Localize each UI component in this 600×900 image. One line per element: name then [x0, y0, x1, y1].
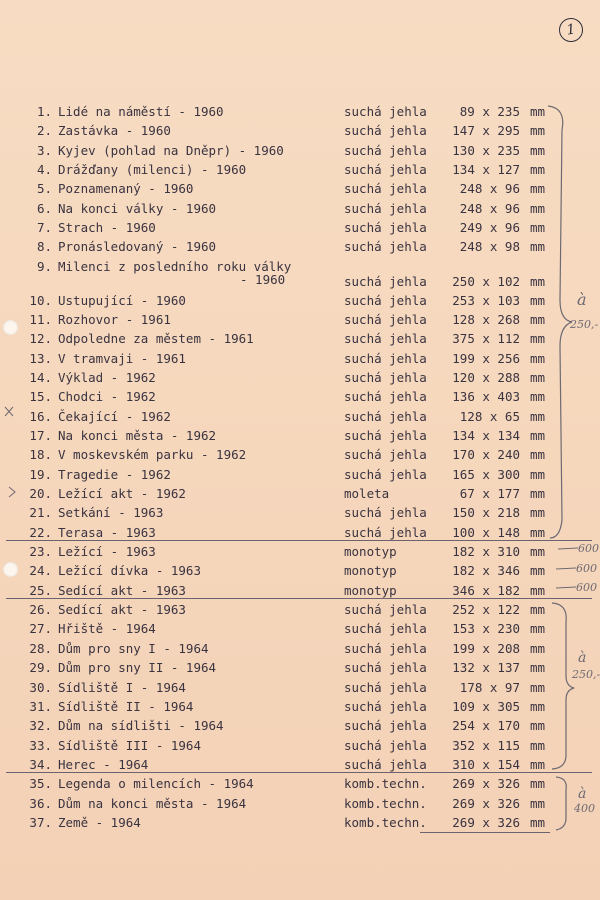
artwork-title: Odpoledne za městem - 1961	[58, 331, 254, 347]
tick-mark-20	[9, 487, 15, 497]
artwork-number: 20.	[29, 486, 52, 501]
artwork-title: Terasa - 1963	[58, 524, 156, 540]
artwork-technique: suchá jehla	[344, 756, 427, 772]
artwork-unit: mm	[530, 544, 546, 560]
artwork-unit: mm	[530, 369, 546, 385]
artwork-number: 3.	[36, 142, 52, 158]
artwork-unit: mm	[530, 776, 546, 792]
artwork-unit: mm	[530, 292, 546, 308]
artwork-technique: suchá jehla	[344, 408, 427, 424]
artwork-number: 13.	[29, 350, 52, 366]
artwork-unit: mm	[530, 814, 546, 830]
artwork-technique: komb.techn.	[344, 776, 427, 792]
artwork-title: V tramvaji - 1961	[58, 350, 186, 366]
artwork-number: 28.	[29, 640, 52, 656]
artwork-dimensions: 375 x 112	[452, 331, 520, 347]
artwork-title: Zastávka - 1960	[58, 123, 171, 139]
artwork-technique: suchá jehla	[344, 737, 427, 753]
artwork-title: Rozhovor - 1961	[58, 311, 171, 327]
artwork-number: 34.	[29, 756, 52, 772]
artwork-dimensions: 182 x 346	[452, 563, 520, 579]
artwork-dimensions: 269 x 326	[452, 776, 520, 792]
artwork-number: 23.	[29, 544, 52, 560]
artwork-technique: suchá jehla	[344, 466, 427, 482]
artwork-title: Dům pro sny II - 1964	[58, 660, 217, 676]
artwork-unit: mm	[530, 200, 546, 216]
artwork-unit: mm	[530, 795, 546, 811]
artwork-technique: suchá jehla	[344, 718, 427, 734]
artwork-unit: mm	[530, 505, 546, 521]
artwork-dimensions: 132 x 137	[452, 660, 520, 676]
artwork-unit: mm	[530, 239, 546, 255]
artwork-unit: mm	[530, 427, 546, 443]
artwork-dimensions: 253 x 103	[452, 292, 520, 308]
dash-mark-24	[556, 568, 576, 569]
artwork-technique: monotyp	[344, 544, 397, 560]
artwork-unit: mm	[530, 389, 546, 405]
bracket-group-1	[548, 106, 572, 538]
artwork-unit: mm	[530, 698, 546, 714]
artwork-unit: mm	[530, 756, 546, 772]
artwork-number: 37.	[29, 814, 52, 830]
artwork-unit: mm	[530, 621, 546, 637]
artwork-unit: mm	[530, 104, 546, 119]
artwork-technique: suchá jehla	[344, 660, 427, 676]
handwritten-price-23: 600	[578, 542, 599, 555]
artwork-dimensions: 178 x 97	[459, 679, 520, 695]
artwork-unit: mm	[530, 447, 546, 463]
artwork-technique: suchá jehla	[344, 350, 427, 366]
artwork-dimensions: 310 x 154	[452, 756, 520, 772]
handwritten-price-group-3: 250,-	[572, 668, 600, 681]
artwork-technique: suchá jehla	[344, 427, 427, 443]
artwork-dimensions: 249 x 96	[459, 220, 520, 236]
artwork-technique: suchá jehla	[344, 162, 427, 178]
artwork-unit: mm	[530, 408, 546, 424]
handwritten-mark-group-4: à	[578, 786, 587, 802]
handwritten-mark-group-1: à	[577, 290, 587, 309]
artwork-dimensions: 165 x 300	[452, 466, 520, 482]
artwork-number: 8.	[36, 239, 52, 255]
artwork-unit: mm	[530, 311, 546, 327]
artwork-technique: suchá jehla	[344, 698, 427, 714]
artwork-title: V moskevském parku - 1962	[58, 447, 247, 463]
artwork-unit: mm	[530, 123, 546, 139]
artwork-title: Strach - 1960	[58, 220, 156, 236]
artwork-title: Pronásledovaný - 1960	[58, 239, 217, 255]
artwork-dimensions: 248 x 96	[459, 200, 520, 216]
artwork-dimensions: 67 x 177	[459, 486, 520, 501]
tick-mark-16	[5, 407, 13, 416]
artwork-title: Ležící akt - 1962	[58, 486, 186, 501]
artwork-title: Čekající - 1962	[58, 408, 171, 424]
artwork-dimensions: 120 x 288	[452, 369, 520, 385]
artwork-number: 12.	[29, 331, 52, 347]
artwork-number: 21.	[29, 505, 52, 521]
bracket-group-3	[552, 603, 574, 769]
artwork-dimensions: 128 x 268	[452, 311, 520, 327]
artwork-title: Ležící dívka - 1963	[58, 563, 201, 579]
artwork-technique: suchá jehla	[344, 123, 427, 139]
artwork-unit: mm	[530, 331, 546, 347]
artwork-dimensions: 136 x 403	[452, 389, 520, 405]
artwork-unit: mm	[530, 582, 546, 598]
artwork-unit: mm	[530, 563, 546, 579]
artwork-technique: suchá jehla	[344, 524, 427, 540]
artwork-technique: suchá jehla	[344, 311, 427, 327]
artwork-title: Drážďany (milenci) - 1960	[58, 162, 247, 178]
dash-mark-25	[556, 587, 576, 588]
artwork-title: Sídliště II - 1964	[58, 698, 194, 714]
artwork-technique: moleta	[344, 486, 390, 501]
artwork-title: Milenci z posledního roku války	[58, 258, 292, 274]
artwork-title: Poznamenaný - 1960	[58, 181, 194, 197]
artwork-number: 4.	[36, 162, 52, 178]
artwork-title: Kyjev (pohlad na Dněpr) - 1960	[58, 142, 284, 158]
handwritten-price-24: 600	[576, 562, 597, 575]
artwork-dimensions: 269 x 326	[452, 814, 520, 830]
artwork-technique: monotyp	[344, 582, 397, 598]
artwork-technique: suchá jehla	[344, 369, 427, 385]
artwork-number: 35.	[29, 776, 52, 792]
artwork-technique: suchá jehla	[344, 602, 427, 618]
artwork-number: 36.	[29, 795, 52, 811]
artwork-dimensions: 252 x 122	[452, 602, 520, 618]
artwork-technique: suchá jehla	[344, 679, 427, 695]
artwork-title: Dům pro sny I - 1964	[58, 640, 209, 656]
artwork-dimensions: 352 x 115	[452, 737, 520, 753]
handwritten-price-group-4: 400	[574, 802, 595, 815]
artwork-unit: mm	[530, 162, 546, 178]
artwork-title-continued: - 1960	[240, 271, 286, 287]
artwork-number: 10.	[29, 292, 52, 308]
artwork-dimensions: 250 x 102	[452, 273, 520, 289]
artwork-dimensions: 248 x 98	[459, 239, 520, 255]
artwork-unit: mm	[530, 181, 546, 197]
artwork-unit: mm	[530, 718, 546, 734]
artwork-technique: suchá jehla	[344, 292, 427, 308]
artwork-number: 27.	[29, 621, 52, 637]
artwork-number: 1.	[36, 104, 52, 119]
artwork-dimensions: 269 x 326	[452, 795, 520, 811]
artwork-technique: monotyp	[344, 563, 397, 579]
artwork-number: 6.	[36, 200, 52, 216]
page-number-circled: 1	[557, 16, 584, 43]
artwork-technique: suchá jehla	[344, 220, 427, 236]
artwork-technique: suchá jehla	[344, 200, 427, 216]
artwork-technique: suchá jehla	[344, 640, 427, 656]
artwork-unit: mm	[530, 142, 546, 158]
artwork-unit: mm	[530, 273, 546, 289]
handwritten-price-group-1: 250,-	[570, 318, 599, 331]
artwork-technique: suchá jehla	[344, 142, 427, 158]
artwork-number: 22.	[29, 524, 52, 540]
artwork-dimensions: 199 x 256	[452, 350, 520, 366]
artwork-dimensions: 89 x 235	[459, 104, 520, 119]
artwork-technique: komb.techn.	[344, 814, 427, 830]
artwork-dimensions: 128 x 65	[459, 408, 520, 424]
artwork-title: Setkání - 1963	[58, 505, 164, 521]
artwork-number: 24.	[29, 563, 52, 579]
artwork-title: Ustupující - 1960	[58, 292, 186, 308]
artwork-number: 25.	[29, 582, 52, 598]
artwork-title: Ležící - 1963	[58, 544, 156, 560]
artwork-number: 16.	[29, 408, 52, 424]
artwork-title: Herec - 1964	[58, 756, 149, 772]
artwork-number: 14.	[29, 369, 52, 385]
artwork-number: 31.	[29, 698, 52, 714]
artwork-dimensions: 346 x 182	[452, 582, 520, 598]
artwork-title: Sídliště I - 1964	[58, 679, 186, 695]
artwork-unit: mm	[530, 679, 546, 695]
artwork-unit: mm	[530, 220, 546, 236]
artwork-technique: suchá jehla	[344, 389, 427, 405]
artwork-unit: mm	[530, 602, 546, 618]
artwork-dimensions: 150 x 218	[452, 505, 520, 521]
artwork-unit: mm	[530, 660, 546, 676]
artwork-title: Chodci - 1962	[58, 389, 156, 405]
artwork-technique: suchá jehla	[344, 273, 427, 289]
artwork-technique: suchá jehla	[344, 331, 427, 347]
artwork-title: Legenda o milencích - 1964	[58, 776, 254, 792]
artwork-unit: mm	[530, 737, 546, 753]
artwork-number: 18.	[29, 447, 52, 463]
handwritten-price-25: 600	[576, 581, 597, 594]
artwork-title: Sedící akt - 1963	[58, 582, 186, 598]
artwork-dimensions: 130 x 235	[452, 142, 520, 158]
artwork-title: Dům na sídlišti - 1964	[58, 718, 224, 734]
artwork-technique: suchá jehla	[344, 104, 427, 119]
artwork-title: Země - 1964	[58, 814, 141, 830]
artwork-dimensions: 147 x 295	[452, 123, 520, 139]
dash-mark-23	[558, 548, 578, 549]
artwork-title: Výklad - 1962	[58, 369, 156, 385]
artwork-dimensions: 248 x 96	[459, 181, 520, 197]
artwork-number: 33.	[29, 737, 52, 753]
artwork-technique: komb.techn.	[344, 795, 427, 811]
artwork-technique: suchá jehla	[344, 505, 427, 521]
artwork-dimensions: 199 x 208	[452, 640, 520, 656]
artwork-title: Sídliště III - 1964	[58, 737, 201, 753]
artwork-technique: suchá jehla	[344, 181, 427, 197]
bracket-group-4	[556, 777, 566, 830]
artwork-dimensions: 109 x 305	[452, 698, 520, 714]
artwork-number: 30.	[29, 679, 52, 695]
artwork-unit: mm	[530, 640, 546, 656]
artwork-number: 9.	[36, 258, 52, 274]
artwork-title: Hřiště - 1964	[58, 621, 156, 637]
artwork-unit: mm	[530, 350, 546, 366]
artwork-dimensions: 182 x 310	[452, 544, 520, 560]
artwork-title: Na konci města - 1962	[58, 427, 217, 443]
artwork-dimensions: 170 x 240	[452, 447, 520, 463]
handwritten-mark-group-3: à	[578, 650, 587, 666]
artwork-dimensions: 134 x 127	[452, 162, 520, 178]
artwork-unit: mm	[530, 486, 546, 501]
artwork-unit: mm	[530, 466, 546, 482]
artwork-number: 29.	[29, 660, 52, 676]
artwork-title: Dům na konci města - 1964	[58, 795, 247, 811]
artwork-title: Sedící akt - 1963	[58, 602, 186, 618]
artwork-title: Na konci války - 1960	[58, 200, 217, 216]
artwork-number: 15.	[29, 389, 52, 405]
artwork-number: 11.	[29, 311, 52, 327]
artwork-technique: suchá jehla	[344, 447, 427, 463]
artwork-title: Lidé na náměstí - 1960	[58, 104, 224, 119]
artwork-number: 7.	[36, 220, 52, 236]
artwork-number: 26.	[29, 602, 52, 618]
artwork-technique: suchá jehla	[344, 239, 427, 255]
artwork-unit: mm	[530, 524, 546, 540]
artwork-number: 5.	[36, 181, 52, 197]
artwork-title: Tragedie - 1962	[58, 466, 171, 482]
artwork-number: 19.	[29, 466, 52, 482]
artwork-number: 32.	[29, 718, 52, 734]
artwork-dimensions: 153 x 230	[452, 621, 520, 637]
artwork-dimensions: 100 x 148	[452, 524, 520, 540]
artwork-number: 2.	[36, 123, 52, 139]
artwork-dimensions: 254 x 170	[452, 718, 520, 734]
artwork-number: 17.	[29, 427, 52, 443]
artwork-dimensions: 134 x 134	[452, 427, 520, 443]
artwork-technique: suchá jehla	[344, 621, 427, 637]
